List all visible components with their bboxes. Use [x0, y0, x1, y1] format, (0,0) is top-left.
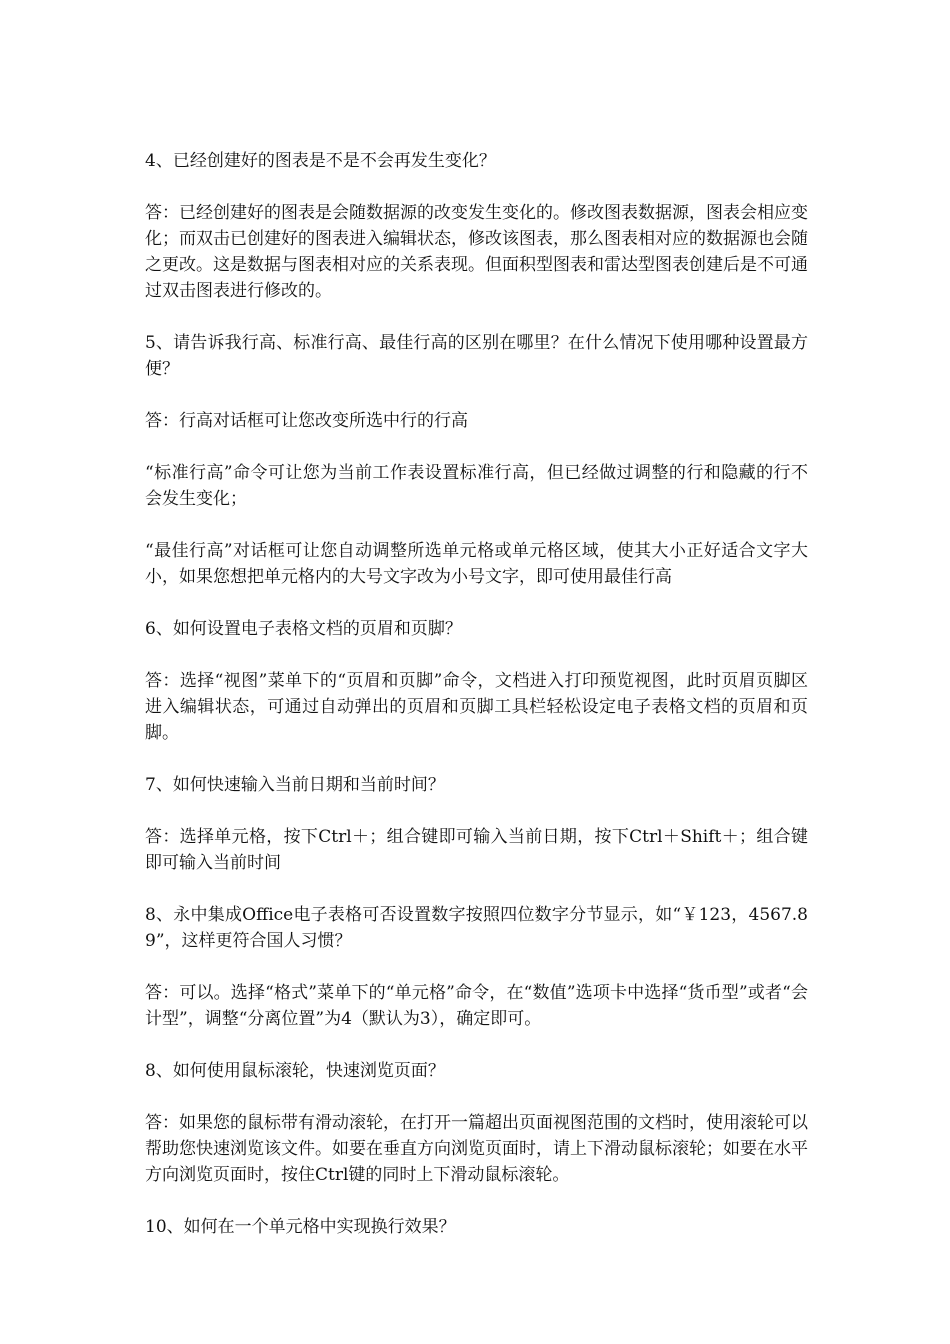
question-7: 7、如何快速输入当前日期和当前时间？: [145, 775, 445, 795]
answer-8-number-format: 答：可以。选择“格式”菜单下的“单元格”命令，在“数值”选项卡中选择“货币型”或者“会计型”，调整“分离位置”为4（默认为3），确定即可。: [145, 983, 808, 1029]
answer-6: 答：选择“视图”菜单下的“页眉和页脚”命令，文档进入打印预览视图，此时页眉页脚区进入编辑状态，可通过自动弹出的页眉和页脚工具栏轻松设定电子表格文档的页眉和页脚。: [145, 671, 808, 743]
question-5: 5、请告诉我行高、标准行高、最佳行高的区别在哪里？在什么情况下使用哪种设置最方便？: [145, 333, 808, 379]
question-4: 4、已经创建好的图表是不是不会再发生变化？: [145, 151, 496, 171]
question-8-mouse-wheel: 8、如何使用鼠标滚轮，快速浏览页面？: [145, 1061, 445, 1081]
question-6: 6、如何设置电子表格文档的页眉和页脚？: [145, 619, 462, 639]
answer-5-row-height: 答：行高对话框可让您改变所选中行的行高: [145, 411, 468, 431]
document-page: [145, 148, 808, 1266]
question-10: 10、如何在一个单元格中实现换行效果？: [145, 1217, 456, 1237]
answer-8-mouse-wheel: 答：如果您的鼠标带有滑动滚轮，在打开一篇超出页面视图范围的文档时，使用滚轮可以帮助您快速浏览该文件。如要在垂直方向浏览页面时，请上下滑动鼠标滚轮；如要在水平方向浏览页面时，按住Ctrl键的同时上下滑动鼠标滚轮。: [145, 1113, 808, 1185]
answer-5-best-row-height: “最佳行高”对话框可让您自动调整所选单元格或单元格区域，使其大小正好适合文字大小，如果您想把单元格内的大号文字改为小号文字，即可使用最佳行高: [145, 541, 808, 587]
answer-4: 答：已经创建好的图表是会随数据源的改变发生变化的。修改图表数据源，图表会相应变化；而双击已创建好的图表进入编辑状态，修改该图表，那么图表相对应的数据源也会随之更改。这是数据与图表相对应的关系表现。但面积型图表和雷达型图表创建后是不可通过双击图表进行修改的。: [145, 203, 808, 301]
question-8-number-format: 8、永中集成Office电子表格可否设置数字按照四位数字分节显示，如“￥123，4567.89”，这样更符合国人习惯？: [145, 905, 808, 951]
answer-5-standard-row-height: “标准行高”命令可让您为当前工作表设置标准行高，但已经做过调整的行和隐藏的行不会发生变化；: [145, 463, 808, 509]
answer-7: 答：选择单元格，按下Ctrl＋；组合键即可输入当前日期，按下Ctrl＋Shift＋；组合键即可输入当前时间: [145, 827, 808, 873]
